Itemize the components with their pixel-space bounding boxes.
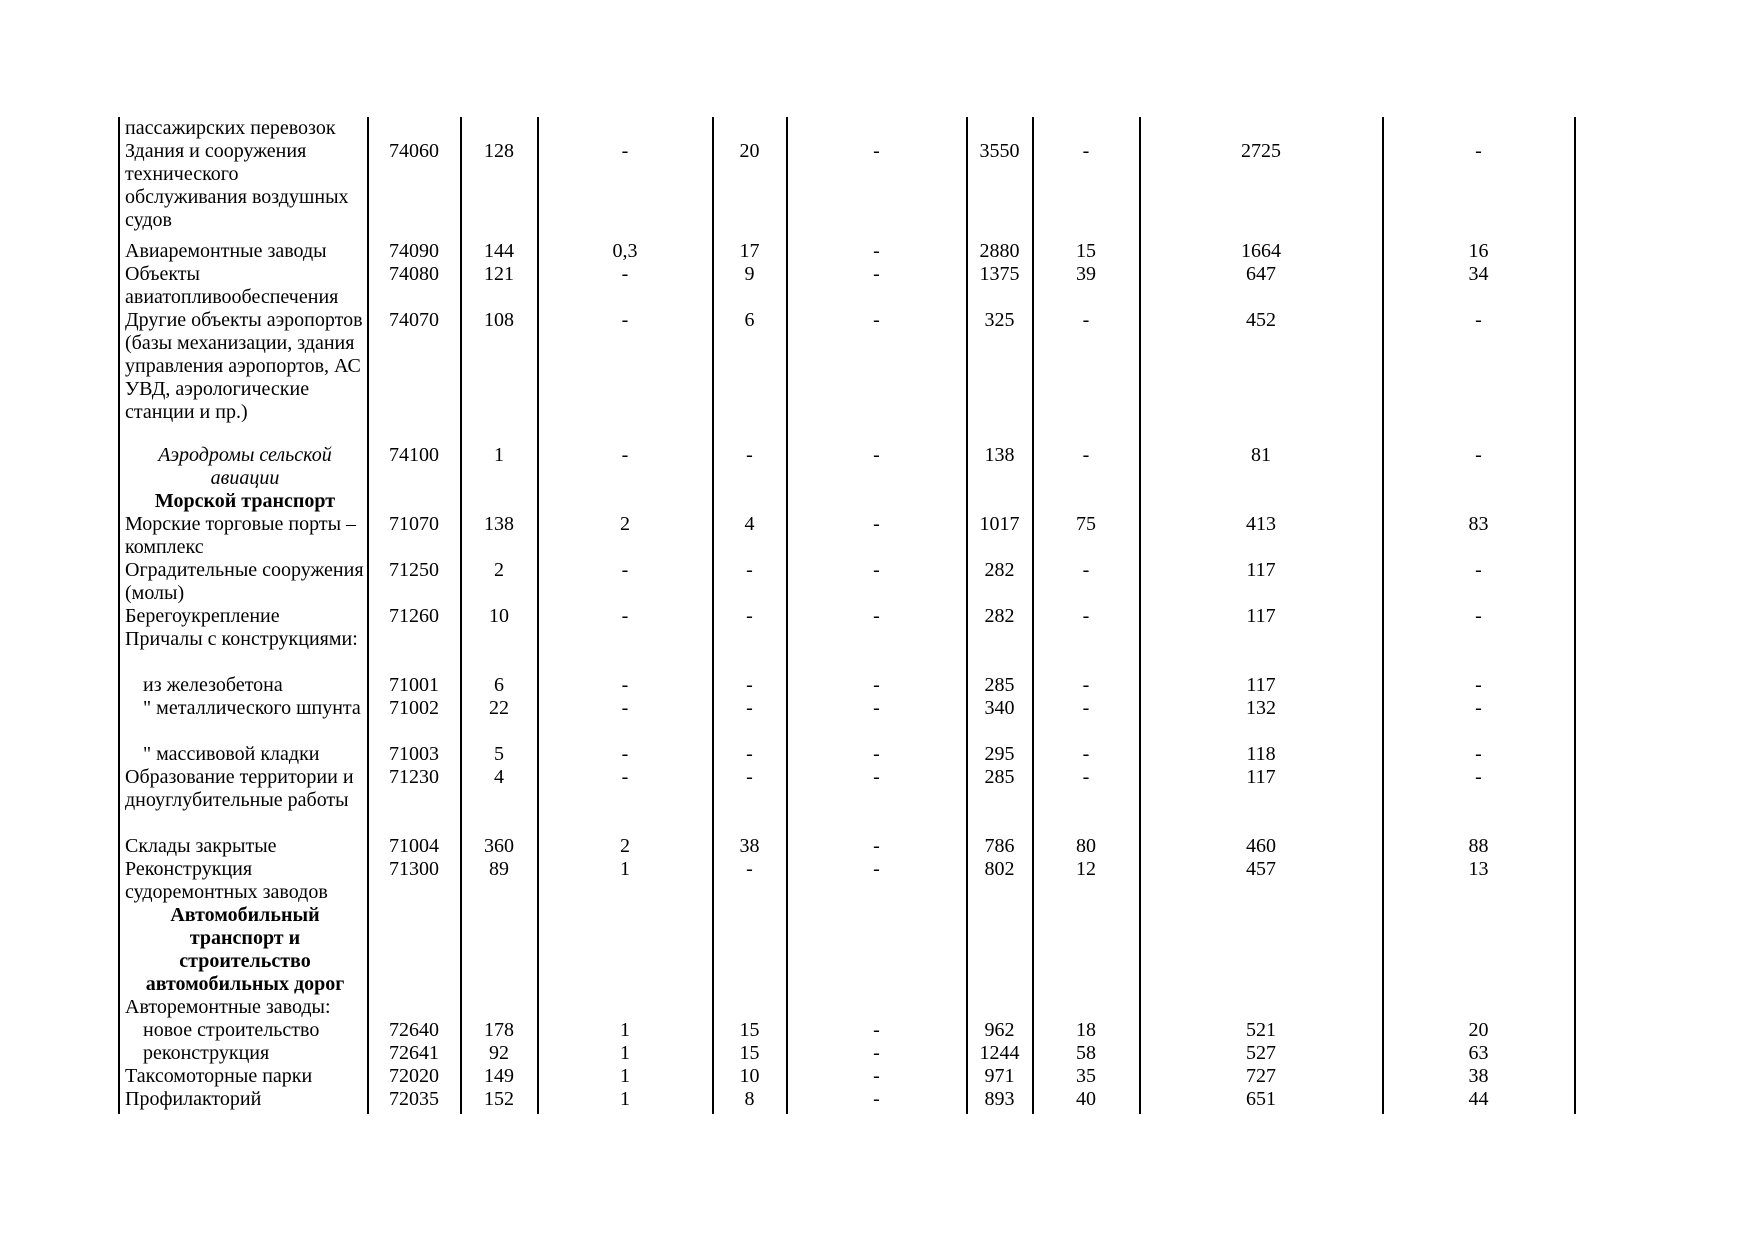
row-label: Морские торговые порты – комплекс <box>125 513 357 558</box>
row-value: 22 <box>489 697 509 719</box>
row-value: - <box>873 697 880 719</box>
row-value: 282 <box>984 605 1015 627</box>
row-value: 413 <box>1246 513 1276 535</box>
row-value: - <box>1082 674 1090 696</box>
row-value: - <box>873 140 880 162</box>
row-value: 89 <box>489 858 509 880</box>
row-value: - <box>746 559 753 581</box>
row-code: 74090 <box>389 240 439 262</box>
row-value: 10 <box>489 605 509 627</box>
row-value: 17 <box>739 240 760 262</box>
row-value: 6 <box>744 309 755 331</box>
row-label: " металлического шпунта <box>143 697 361 719</box>
row-value: - <box>621 766 629 788</box>
row-label: Таксомоторные парки <box>125 1065 313 1087</box>
row-code: 71250 <box>389 559 439 581</box>
row-value: - <box>1475 766 1482 788</box>
row-value: - <box>873 263 880 285</box>
row-value: - <box>621 263 629 285</box>
row-code: 71300 <box>389 858 439 880</box>
row-code: 74080 <box>389 263 439 285</box>
row-value: - <box>873 835 880 857</box>
row-label: Причалы с конструкциями: <box>125 628 358 650</box>
row-value: 16 <box>1468 240 1489 262</box>
row-value: - <box>873 1042 880 1064</box>
row-value: 149 <box>484 1065 514 1087</box>
row-value: 88 <box>1468 835 1489 857</box>
row-value: 1244 <box>979 1042 1020 1064</box>
row-value: 44 <box>1468 1088 1489 1110</box>
row-value: - <box>1082 766 1090 788</box>
row-value: 962 <box>984 1019 1015 1041</box>
row-label: Берегоукрепление <box>125 605 280 627</box>
row-value: 128 <box>484 140 514 162</box>
row-value: - <box>621 559 629 581</box>
row-value: 138 <box>484 513 514 535</box>
row-label: Другие объекты аэропортов (базы механизации, здания управления аэропортов, АС УВД, аэрологические станции и пр.) <box>125 309 363 423</box>
row-value: 460 <box>1246 835 1276 857</box>
row-value: - <box>1475 674 1482 696</box>
row-value: - <box>873 766 880 788</box>
row-value: 152 <box>484 1088 514 1110</box>
row-label: Морской транспорт <box>154 490 336 512</box>
row-value: - <box>873 1019 880 1041</box>
row-value: - <box>746 697 753 719</box>
row-value: - <box>1082 444 1090 466</box>
row-value: 1 <box>620 1065 630 1087</box>
row-value: - <box>621 697 629 719</box>
row-value: 18 <box>1076 1019 1096 1041</box>
row-value: 340 <box>984 697 1015 719</box>
row-value: 1375 <box>979 263 1020 285</box>
row-value: 1 <box>620 858 630 880</box>
row-code: 72640 <box>389 1019 439 1041</box>
row-value: 360 <box>484 835 514 857</box>
row-value: - <box>746 605 753 627</box>
row-code: 71001 <box>389 674 439 696</box>
row-value: 1017 <box>979 513 1020 535</box>
row-value: 452 <box>1246 309 1276 331</box>
row-value: 117 <box>1246 605 1276 627</box>
row-value: 282 <box>984 559 1015 581</box>
row-value: 35 <box>1076 1065 1096 1087</box>
row-value: - <box>621 444 629 466</box>
row-value: - <box>746 743 753 765</box>
row-value: 92 <box>489 1042 509 1064</box>
row-code: 74060 <box>389 140 439 162</box>
row-value: 2 <box>620 513 630 535</box>
row-value: 651 <box>1246 1088 1276 1110</box>
row-value: - <box>1475 444 1482 466</box>
row-value: 5 <box>494 743 504 765</box>
row-label: Авторемонтные заводы: <box>125 996 331 1018</box>
row-value: 325 <box>984 309 1015 331</box>
row-value: 2 <box>494 559 504 581</box>
row-value: 20 <box>1468 1019 1489 1041</box>
row-value: - <box>873 1088 880 1110</box>
row-value: - <box>873 1065 880 1087</box>
row-value: - <box>746 674 753 696</box>
row-value: - <box>1475 697 1482 719</box>
row-code: 72020 <box>389 1065 439 1087</box>
row-value: 39 <box>1076 263 1096 285</box>
row-code: 74070 <box>389 309 439 331</box>
row-value: 295 <box>984 743 1015 765</box>
row-value: - <box>621 674 629 696</box>
row-value: 58 <box>1076 1042 1096 1064</box>
row-value: 285 <box>984 674 1015 696</box>
row-label: Автомобильный транспорт и строительство автомобильных дорог <box>145 904 345 995</box>
row-value: - <box>1475 605 1482 627</box>
row-value: 285 <box>984 766 1015 788</box>
row-value: 15 <box>739 1019 760 1041</box>
row-value: 108 <box>484 309 514 331</box>
row-value: 3550 <box>979 140 1020 162</box>
row-label: Образование территории и дноуглубительные работы <box>125 766 354 811</box>
row-label: Реконструкция судоремонтных заводов <box>125 858 328 903</box>
row-label: Склады закрытые <box>125 835 277 857</box>
row-value: 15 <box>739 1042 760 1064</box>
row-value: 144 <box>484 240 514 262</box>
row-value: - <box>1082 309 1090 331</box>
row-value: 34 <box>1468 263 1489 285</box>
row-value: - <box>873 309 880 331</box>
row-value: 4 <box>494 766 504 788</box>
row-value: - <box>1082 140 1090 162</box>
row-value: 38 <box>1468 1065 1489 1087</box>
row-label: Объекты авиатопливообеспечения <box>125 263 339 308</box>
row-code: 71070 <box>389 513 439 535</box>
row-value: 83 <box>1468 513 1489 535</box>
row-label: Аэродромы сельской авиации <box>158 444 332 489</box>
row-value: 13 <box>1468 858 1489 880</box>
row-label: реконструкция <box>143 1042 270 1064</box>
row-value: - <box>873 743 880 765</box>
row-value: 521 <box>1246 1019 1276 1041</box>
row-label: " массивовой кладки <box>143 743 320 765</box>
row-value: 9 <box>744 263 755 285</box>
row-value: 117 <box>1246 559 1276 581</box>
row-label: новое строительство <box>143 1019 320 1041</box>
row-value: 138 <box>984 444 1015 466</box>
row-value: 20 <box>739 140 760 162</box>
row-value: 647 <box>1246 263 1276 285</box>
row-value: 10 <box>739 1065 760 1087</box>
row-value: - <box>873 444 880 466</box>
row-value: - <box>621 140 629 162</box>
row-value: 2 <box>620 835 630 857</box>
row-code: 72641 <box>389 1042 439 1064</box>
row-code: 71002 <box>389 697 439 719</box>
row-value: 527 <box>1246 1042 1276 1064</box>
row-value: 38 <box>739 835 760 857</box>
row-value: - <box>746 858 753 880</box>
row-value: 117 <box>1246 674 1276 696</box>
row-value: - <box>621 743 629 765</box>
row-value: - <box>873 559 880 581</box>
row-code: 72035 <box>389 1088 439 1110</box>
row-label: Оградительные сооружения (молы) <box>125 559 364 604</box>
column-border <box>1574 117 1576 1114</box>
row-code: 71260 <box>389 605 439 627</box>
row-value: - <box>1475 743 1482 765</box>
row-value: 1 <box>620 1088 630 1110</box>
row-label: Здания и сооружения технического обслуживания воздушных судов <box>125 140 349 231</box>
row-value: 117 <box>1246 766 1276 788</box>
row-value: 178 <box>484 1019 514 1041</box>
row-value: 1 <box>620 1019 630 1041</box>
row-value: - <box>873 240 880 262</box>
row-value: - <box>1082 697 1090 719</box>
row-code: 71003 <box>389 743 439 765</box>
row-value: 2880 <box>979 240 1020 262</box>
row-value: - <box>1475 309 1482 331</box>
row-code: 71230 <box>389 766 439 788</box>
row-value: 786 <box>984 835 1015 857</box>
row-value: - <box>621 605 629 627</box>
row-label: из железобетона <box>143 674 283 696</box>
row-value: - <box>746 444 753 466</box>
row-value: 118 <box>1246 743 1276 765</box>
row-label: Авиаремонтные заводы <box>125 240 327 262</box>
row-value: - <box>621 309 629 331</box>
row-value: - <box>1082 605 1090 627</box>
row-value: 4 <box>744 513 755 535</box>
row-value: 1 <box>620 1042 630 1064</box>
row-value: 893 <box>984 1088 1015 1110</box>
row-value: - <box>1082 559 1090 581</box>
row-label: пассажирских перевозок <box>125 117 336 139</box>
row-value: - <box>873 605 880 627</box>
row-value: 15 <box>1076 240 1096 262</box>
row-value: 80 <box>1076 835 1096 857</box>
row-value: - <box>1475 140 1482 162</box>
row-value: 971 <box>984 1065 1015 1087</box>
row-value: 457 <box>1246 858 1276 880</box>
row-value: 727 <box>1246 1065 1276 1087</box>
row-value: 75 <box>1076 513 1096 535</box>
row-value: 8 <box>744 1088 755 1110</box>
row-value: - <box>873 858 880 880</box>
row-value: 0,3 <box>612 240 638 262</box>
row-value: 2725 <box>1241 140 1281 162</box>
row-value: - <box>1082 743 1090 765</box>
row-value: - <box>1475 559 1482 581</box>
row-value: 1664 <box>1241 240 1281 262</box>
row-value: - <box>746 766 753 788</box>
row-value: 81 <box>1251 444 1271 466</box>
column-border <box>118 117 120 1114</box>
row-value: 40 <box>1076 1088 1096 1110</box>
row-value: 132 <box>1246 697 1276 719</box>
row-code: 71004 <box>389 835 439 857</box>
row-value: 1 <box>494 444 504 466</box>
row-value: 802 <box>984 858 1015 880</box>
row-value: 12 <box>1076 858 1096 880</box>
row-value: 63 <box>1468 1042 1489 1064</box>
row-value: 121 <box>484 263 514 285</box>
row-value: - <box>873 513 880 535</box>
row-value: - <box>873 674 880 696</box>
row-value: 6 <box>494 674 504 696</box>
row-code: 74100 <box>389 444 439 466</box>
row-label: Профилакторий <box>125 1088 262 1110</box>
